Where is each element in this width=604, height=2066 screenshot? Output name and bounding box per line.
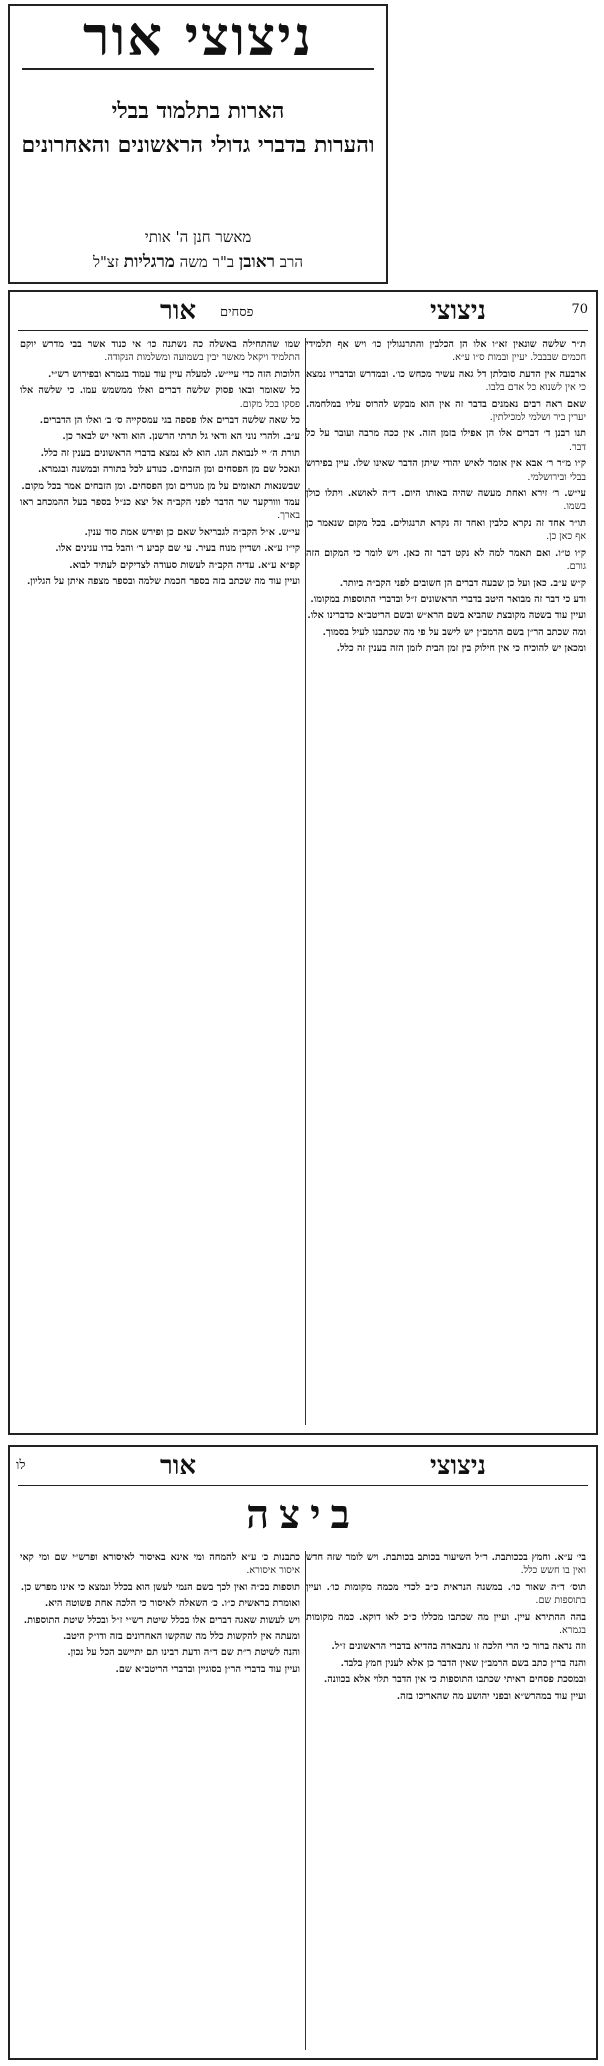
author-first-name: ראובן [238, 252, 276, 272]
paragraph: תוס׳ ד״ה שאור כו׳. במשנה הנראית כ״ב לכדי מכמה מקומות כו׳. ועיין בתוספות שם. [306, 1581, 586, 1607]
header-right-word: ניצוצי [430, 296, 486, 326]
paragraph: ומעתה אין להקשות כלל מה שהקשו האחרונים בזה ודו״ק היטב. [63, 1631, 300, 1643]
paragraph: תורת ה׳ יי לנבואת הגו. הוא לא נמצא בדברי הראשונים בענין זה כלל. [40, 447, 300, 459]
paragraph: קי״ז ע״א. ושדיין מנוח בעיר. עי שם קביע ר׳ והבל בדו ענינים אלו. [55, 543, 300, 555]
paragraph: ואומרת בראשית כ״ו. כ׳ השאלה לאיסור כי הלכה אחת פשוטה היא. [44, 1598, 300, 1610]
paragraph: ודע כי דבר זה מבואר היטב בדברי הראשונים ז״ל ובדברי התוספות במקומו. [310, 593, 586, 605]
subtitle-secondary: והערות בדברי גדולי הראשונים והאחרונים [21, 132, 375, 158]
paragraph: והנה לשיטת ר״ת שם ד״ה ודעת רבינו תם יתיישב הכל על נכון. [67, 1647, 300, 1659]
tractate-name: פסחים [220, 305, 254, 320]
credit-mid: ב"ר משה [179, 253, 235, 271]
paragraph: ק״ו מ״ר ר׳ אבא אין אומר לאיש יהודי שיתן הדבר שאינו שלו. עיין בפירוש בבלי ובירושלמי. [306, 458, 586, 483]
page-number: לו [16, 1458, 26, 1473]
header-rule [18, 330, 588, 331]
page-beitzah [8, 1445, 598, 2060]
paragraph: כל שאומר ובאו פסוק שלשה דברים ואלו ממשמש עמו. כי שלשה אלו פסקו בכל מקום. [20, 385, 300, 410]
paragraph: ק״ש ע״ב. כאן ועל כן שבעה דברים הן חשובים לפני הקב״ה ביותר. [339, 577, 586, 589]
header-left-word: אור [160, 1451, 197, 1481]
cover-frame [8, 4, 388, 284]
paragraph: שמו שהתחילה באשלה כה נשתנה כו׳ אי כנוד אשר בבי מדרש יוקם התלמיד ויקאל מאשר יבין בשמועה ומשלמות הנקודה. [20, 339, 300, 364]
credit-line-1: מאשר חנן ה' אותי [144, 228, 252, 246]
paragraph: ובמסכת פסחים ראיתי שכתבו התוספות כי אין הדבר תלוי אלא בכוונה. [323, 1674, 586, 1686]
paragraph: שבשנאות תאומים על מן מגורים ומן הפסחים. ומן הזבחים אמר בכל מקום. [21, 480, 300, 492]
paragraph: עמד ווורקער שר הדבר לפני הקב״ה אל יצא כנ״ל בספר בעל ההמכחב ראו בארך. [20, 497, 300, 522]
book-title: ניצוצי אור [82, 4, 314, 68]
paragraph: קפ״א ע״א. עדיה הקב״ה לעשות סעודה לצדיקים לעתיד לבוא. [69, 559, 300, 571]
credit-prefix: הרב [279, 253, 304, 271]
paragraph: הלוכות הזה כדי עיי״ש. למעלה עיין עוד עמוד בגמרא ובפירוש רש״י. [48, 368, 300, 380]
running-header [10, 1447, 596, 1485]
header-rule [18, 1485, 588, 1486]
paragraph: ועיין עוד בשטה מקובצת שהביא בשם הרא״ש ובשם הריטב״א כדברינו אלו. [307, 610, 586, 622]
paragraph: והנה בר״ן כתב בשם הרמב״ן שאין הדבר כן אלא לענין חמץ בלבד. [340, 1657, 586, 1669]
paragraph: ונאכל שם מן הפסחים ומן הזבחים. כנודע לכל בתורה ובמשנה ובגמרא. [38, 464, 300, 476]
title-rule [22, 68, 374, 70]
text-column-right [306, 1551, 586, 2052]
paragraph: כתבנות כ׳ ע״א להמחה ומי אינא באיסור לאיסורא ופרש״י שם ומי קאי איסור איסורא. [20, 1552, 300, 1577]
page-number: 70 [571, 302, 588, 317]
subtitle-primary: הארות בתלמוד בבלי [111, 98, 285, 124]
paragraph: תוספות בכ״ה ואין לכך בשם הנמי לעשן הוא בכלל ונמצא כי אינו מפרש כן. [20, 1581, 300, 1593]
column-divider [305, 338, 306, 1425]
tractate-heading: ביצה [246, 1491, 360, 1538]
text-column-left [20, 1551, 300, 2052]
paragraph: ומכאן יש להוכיח כי אין חילוק בין זמן הבית לזמן הזה בענין זה כלל. [336, 643, 586, 655]
paragraph: ועיין עוד מה שכתב בזה בספר חכמת שלמה ובספר מצפה איתן על הגליון. [26, 576, 300, 588]
author-surname: מרגליות [123, 252, 175, 272]
paragraph: בהה ההתירא עיין. ועיין מה שכתבו מכללו כ״כ לאו דוקא. כמה מקומות בגמרא. [306, 1611, 586, 1637]
paragraph: ק״ו ט״ו. ואם תאמר למה לא נקט דבר זה כאן. ויש לומר כי המקום הזה גורם. [306, 547, 586, 573]
paragraph: בי׳ ע״א. וחמץ בככותבת. ר״ל השיעור בכותב בכותבת. ויש לומר שזה חדש ואין בו חשש כלל. [306, 1552, 586, 1577]
paragraph: ועיין עוד במהרש״א ובפני יהושע מה שהאריכו בזה. [396, 1690, 586, 1702]
paragraph: עי״ש. ר׳ זירא ואחת מעשה שהיה באותו היום. ד״ה לאושא. ויתלו כולן בשמו. [306, 488, 586, 513]
paragraph: ת״ר שלשה שונאין זא״ו אלו הן הכלבין והתרנגולין כו׳ ויש אף תלמידי חכמים שבבבל. יעיין ובמות ס״ו ע״א. [306, 339, 586, 364]
column-divider [305, 1551, 306, 2050]
credit-suffix: זצ"ל [92, 253, 119, 271]
paragraph: ארבעה אין הדעת סובלתן דל גאה עשיר מכחש כו׳. ובמדרש ובדבריו נמצא כי אין לשנוא כל אדם בלבו. [306, 368, 586, 394]
text-column-left [20, 338, 300, 1427]
paragraph: ויש לעשות שאגה דברים אלו בכלל שיטת רש״י ז״ל ובכלל שיטת התוספות. [23, 1614, 300, 1626]
paragraph: שאם ראה רבים נאמנים בדבר זה אין הוא מבקש להרוס עליו במלחמה. יערין ביר ושלמי למכילתין. [306, 398, 586, 424]
paragraph: תנו רבנן ד׳ דברים אלו הן אפילו בזמן הזה. אין ככה מרבה ועובר על כל דבר. [306, 428, 586, 453]
header-left-word: אור [160, 296, 197, 326]
credit-line-2 [20, 252, 376, 272]
paragraph: עי״ש. א״ל הקב״ה לגבריאל שאם כן ופירש אמת סוד ענין. [84, 526, 300, 538]
paragraph: כל שאה שלשה דברים אלו פספה בגי עמסקייה ס׳ ב׳ ואלו הן הדברים. [39, 415, 300, 427]
page-pesachim [8, 290, 598, 1435]
paragraph: ומה שכתב הר״ן בשם הרמב״ן יש לישב על פי מה שכתבנו לעיל בסמוך. [322, 626, 586, 638]
paragraph: ועיין עוד בדברי הר״ן בסוגיין ובדברי הריטב״א שם. [115, 1663, 300, 1675]
running-header [10, 292, 596, 330]
header-right-word: ניצוצי [430, 1451, 486, 1481]
paragraph: תו״ר אחד זה נקרא כלבין ואחד זה נקרא תרנגולים. בכל מקום שנאמר כן אף כאן כן. [306, 517, 586, 543]
paragraph: וזה נראה ברור כי הרי הלכה זו נתבארה בהדיא בדברי הראשונים ז״ל. [331, 1641, 586, 1653]
paragraph: ע״ב. ולהרי נוני הא ודאי גל תרתי הרשנן. הוא ודאי יש לבאר כן. [62, 431, 300, 443]
text-column-right [306, 338, 586, 1427]
